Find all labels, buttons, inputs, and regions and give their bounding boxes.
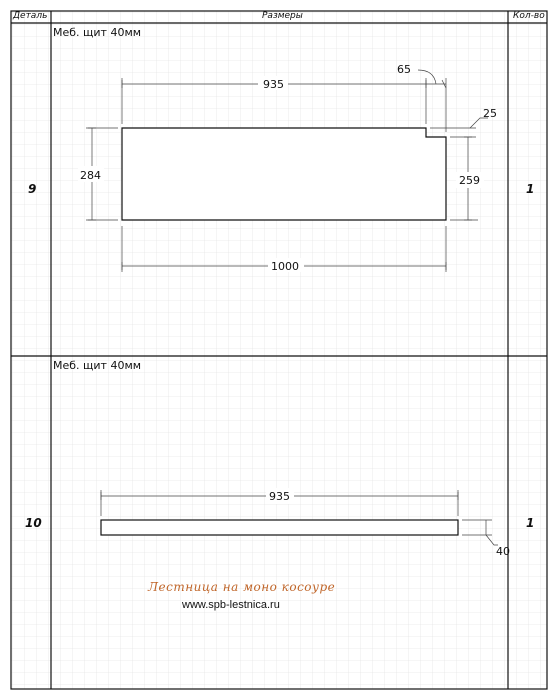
part-10-dim-length: 935 [269,490,290,503]
header-qty: Кол-во [513,11,545,21]
part-number-9: 9 [28,182,37,196]
part-10-outline [101,520,458,535]
header-sizes: Размеры [262,11,303,21]
part-9-outline [122,128,446,220]
part-9-material: Меб. щит 40мм [53,26,142,39]
watermark-title: Лестница на моно косоуре [148,580,336,594]
header-detail: Деталь [13,11,48,21]
part-9-dim-notch-height: 25 [483,107,497,120]
watermark-url[interactable]: www.spb-lestnica.ru [182,599,280,611]
part-9-dim-top: 935 [263,78,284,91]
part-number-10: 10 [25,516,42,530]
part-9-dim-bottom: 1000 [271,260,299,273]
part-10-dim-thickness: 40 [496,545,510,558]
part-9-dim-left: 284 [80,169,101,182]
part-10-material: Меб. щит 40мм [53,359,142,372]
part-9-qty: 1 [526,182,535,196]
part-9-dim-notch-width: 65 [397,63,411,76]
part-10-qty: 1 [526,516,535,530]
part-9-dim-right: 259 [459,174,480,187]
